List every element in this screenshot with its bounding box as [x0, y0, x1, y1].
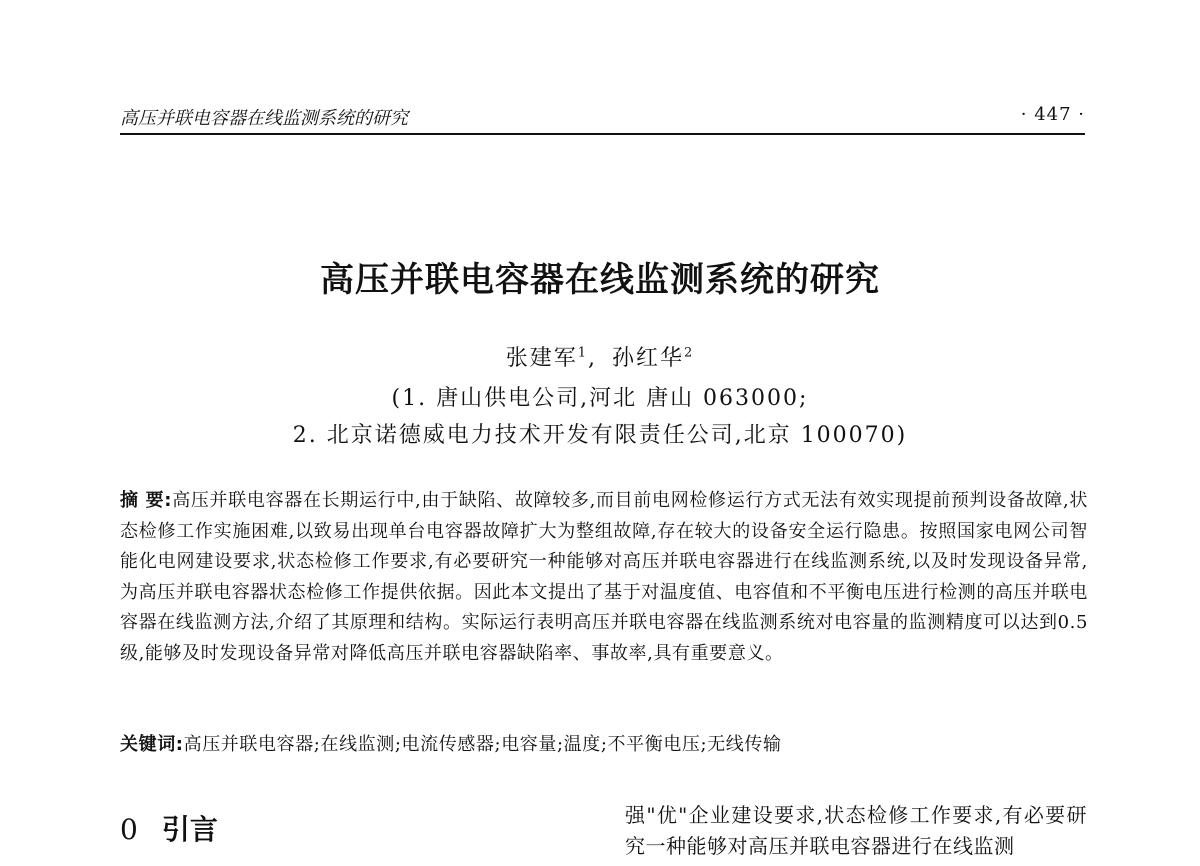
paper-title: 高压并联电容器在线监测系统的研究 — [320, 260, 880, 300]
author-affiliation-mark: 2 — [684, 345, 695, 361]
section-title: 引言 — [161, 813, 218, 846]
running-head-title: 高压并联电容器在线监测系统的研究 — [120, 108, 408, 129]
keywords-label: 关键词: — [120, 734, 184, 755]
section-heading — [120, 808, 218, 848]
abstract-text: 高压并联电容器在长期运行中,由于缺陷、故障较多,而目前电网检修运行方式无法有效实现提前预判设备故障,状态检修工作实施困难,以致易出现单台电容器故障扩大为整组故障,存在较大的设备安全运行隐患。按照国家电网公司智能化电网建设要求,状态检修工作要求,有必要研究一种能够对高压并联电容器进行在线监测系统,以及时发现设备异常,为高压并联电容器状态检修工作提供依据。因此本文提出了基于对温度值、电容值和不平衡电压进行检测的高压并联电容器在线监测方法,介绍了其原理和结构。实际运行表明高压并联电容器在线监测系统对电容量的监测精度可以达到0.5级,能够及时发现设备异常对降低高压并联电容器缺陷率、事故率,具有重要意义。 — [120, 490, 1088, 664]
author-affiliation-mark: 1 — [577, 345, 588, 361]
abstract — [120, 486, 1088, 669]
affiliation-2: 2. 北京诺德威电力技术开发有限责任公司,北京 100070) — [292, 423, 908, 448]
author-line — [0, 341, 1200, 372]
keywords — [120, 730, 1088, 760]
running-head — [120, 104, 1085, 130]
section-number: 0 — [120, 813, 138, 846]
author-name: 张建军 — [505, 346, 578, 371]
author-separator: , — [588, 346, 597, 371]
page-number: · 447 · — [1020, 104, 1085, 125]
keywords-text: 高压并联电容器;在线监测;电流传感器;电容量;温度;不平衡电压;无线传输 — [183, 734, 782, 755]
right-column-text: 强"优"企业建设要求,状态检修工作要求,有必要研究一种能够对高压并联电容器进行在线监测 — [625, 803, 1087, 858]
author-name: 孙红华 — [612, 346, 685, 371]
affiliation-1: (1. 唐山供电公司,河北 唐山 063000; — [391, 386, 809, 411]
header-rule — [120, 133, 1085, 135]
abstract-label: 摘 要: — [120, 490, 173, 511]
